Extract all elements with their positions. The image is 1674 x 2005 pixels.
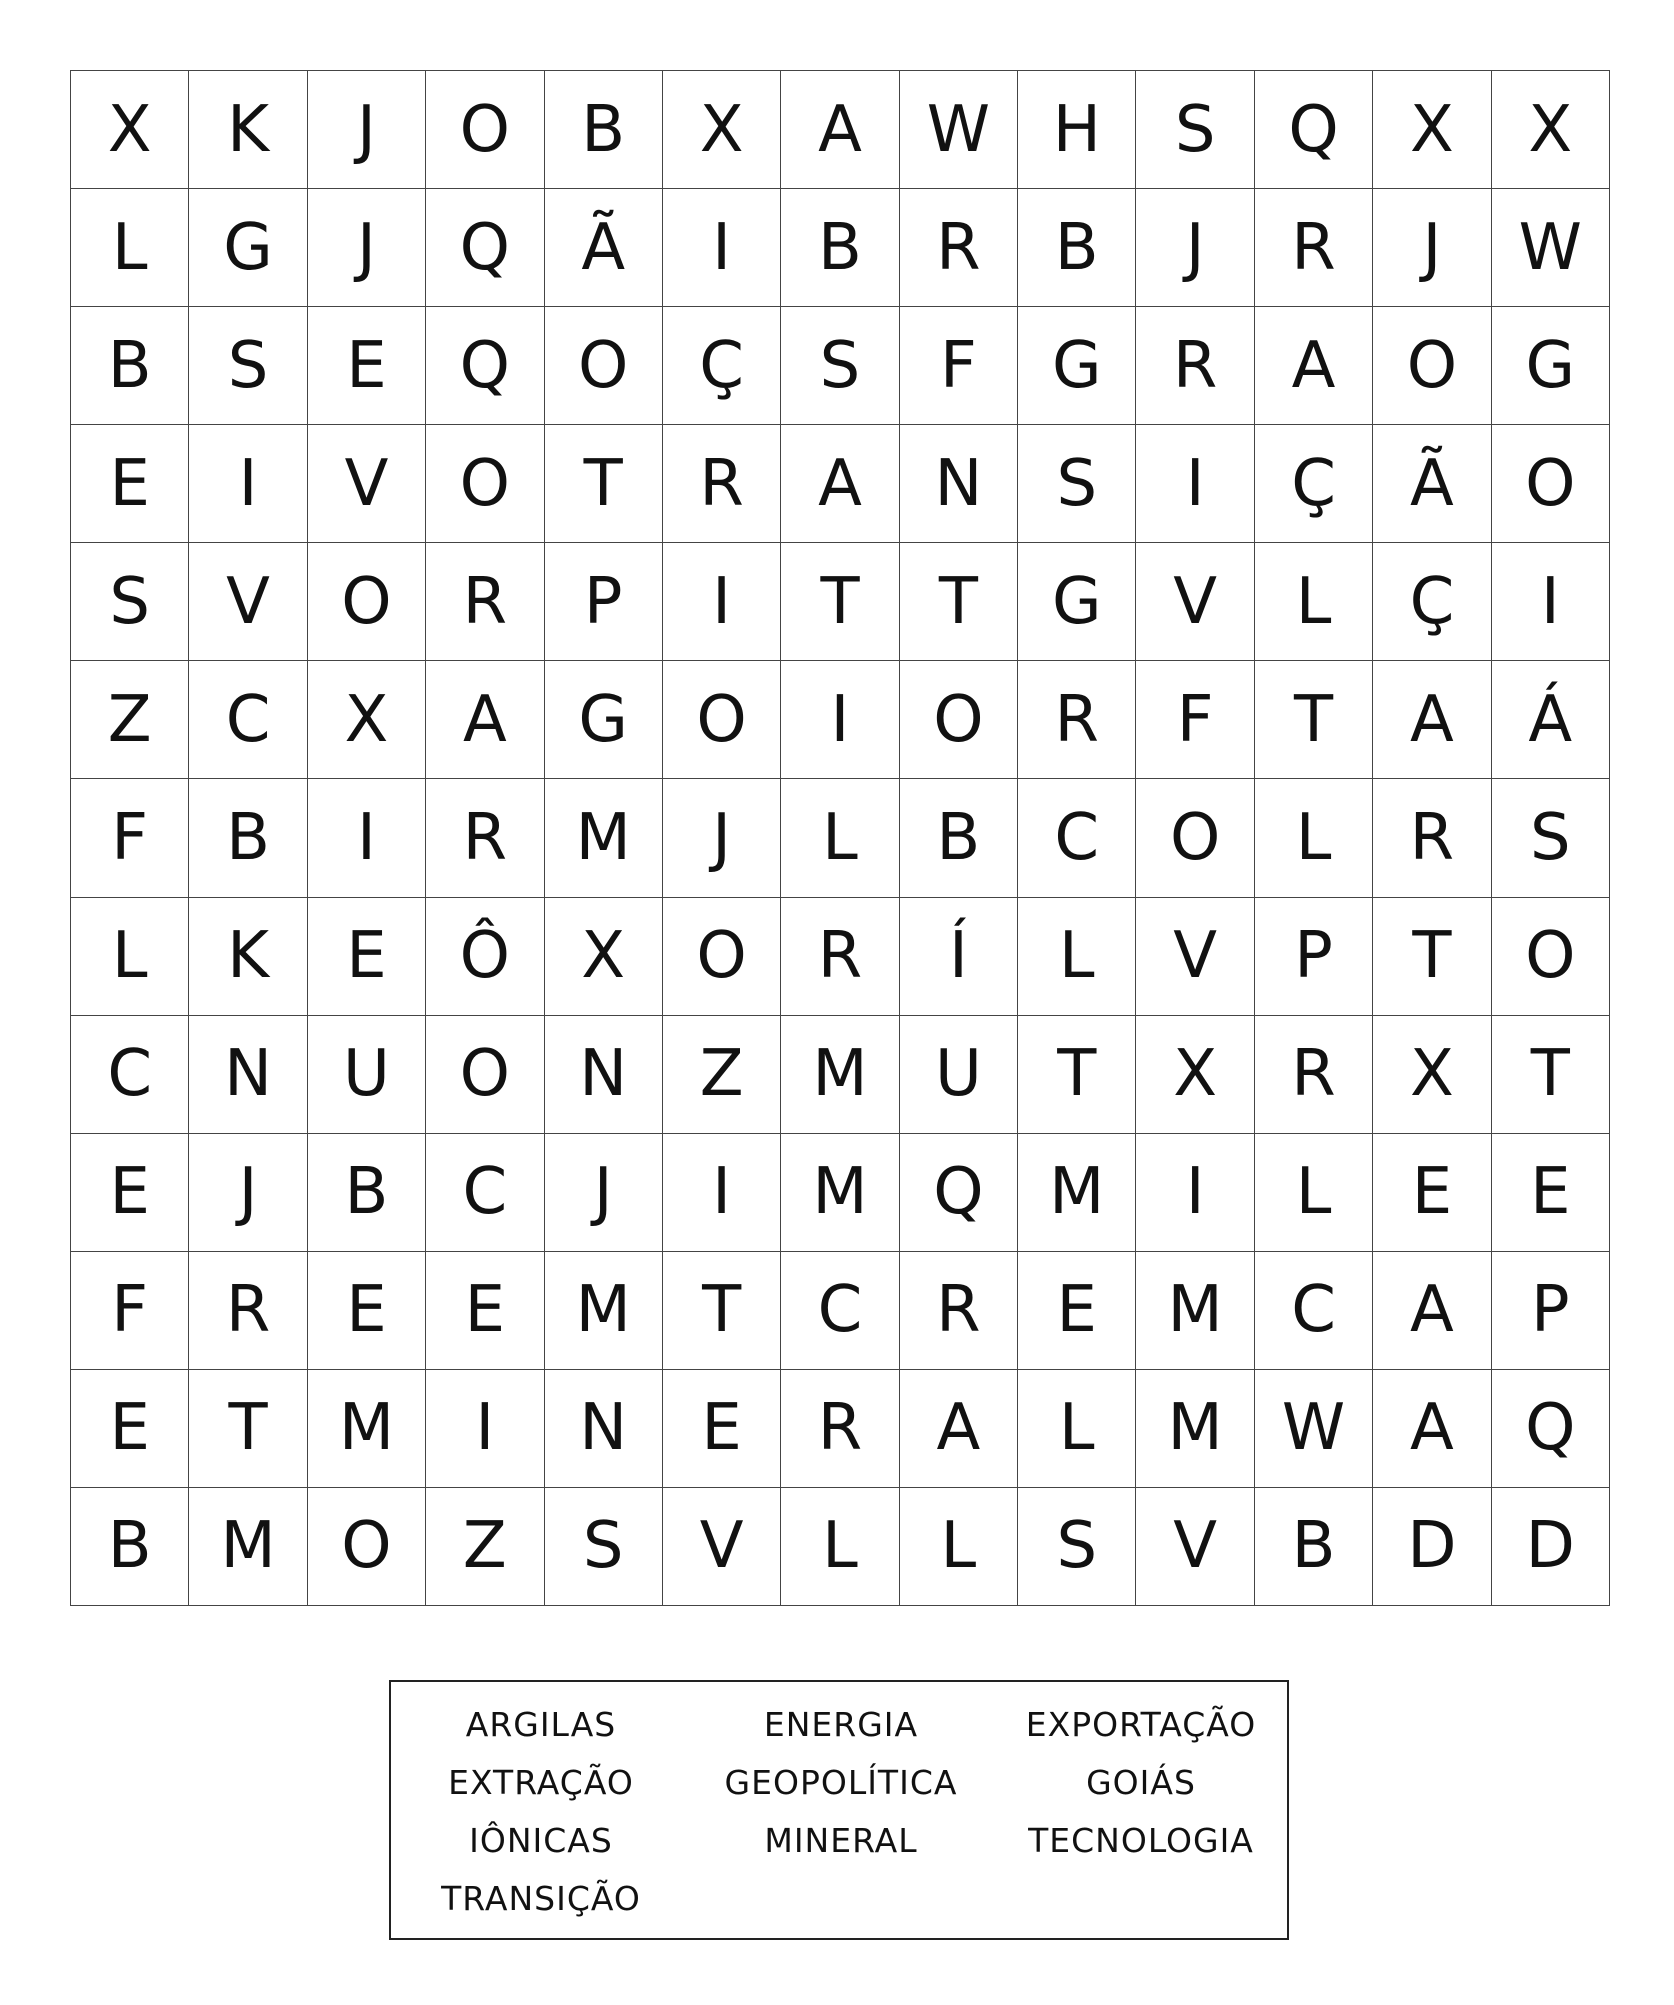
grid-cell[interactable]: S	[781, 307, 899, 425]
grid-cell[interactable]: I	[308, 779, 426, 897]
grid-cell[interactable]: F	[1136, 661, 1254, 779]
grid-cell[interactable]: G	[189, 189, 307, 307]
grid-cell[interactable]: E	[426, 1252, 544, 1370]
grid-cell[interactable]: L	[900, 1488, 1018, 1606]
grid-cell[interactable]: E	[71, 425, 189, 543]
grid-cell[interactable]: I	[663, 189, 781, 307]
grid-cell[interactable]: S	[1018, 1488, 1136, 1606]
grid-cell[interactable]: L	[781, 1488, 899, 1606]
grid-cell[interactable]: M	[781, 1016, 899, 1134]
grid-cell[interactable]: Z	[663, 1016, 781, 1134]
grid-cell[interactable]: P	[1255, 898, 1373, 1016]
grid-cell[interactable]: Ç	[1255, 425, 1373, 543]
grid-cell[interactable]: Ç	[1373, 543, 1491, 661]
grid-cell[interactable]: I	[1492, 543, 1610, 661]
grid-cell[interactable]: J	[308, 189, 426, 307]
grid-cell[interactable]: H	[1018, 71, 1136, 189]
grid-cell[interactable]: J	[1373, 189, 1491, 307]
grid-cell[interactable]: I	[1136, 425, 1254, 543]
grid-cell[interactable]: B	[71, 1488, 189, 1606]
grid-cell[interactable]: R	[426, 779, 544, 897]
grid-cell[interactable]: O	[545, 307, 663, 425]
grid-cell[interactable]: Ô	[426, 898, 544, 1016]
grid-cell[interactable]: T	[663, 1252, 781, 1370]
grid-cell[interactable]: B	[781, 189, 899, 307]
grid-cell[interactable]: Z	[426, 1488, 544, 1606]
grid-cell[interactable]: M	[545, 779, 663, 897]
letter-grid	[70, 70, 1610, 1606]
grid-cell[interactable]: Í	[900, 898, 1018, 1016]
grid-cell[interactable]: G	[1492, 307, 1610, 425]
grid-cell[interactable]: L	[71, 898, 189, 1016]
grid-cell[interactable]: Ã	[1373, 425, 1491, 543]
grid-cell[interactable]: B	[71, 307, 189, 425]
grid-cell[interactable]: R	[189, 1252, 307, 1370]
grid-cell[interactable]: Ã	[545, 189, 663, 307]
grid-cell[interactable]: O	[900, 661, 1018, 779]
grid-cell[interactable]: B	[900, 779, 1018, 897]
grid-cell[interactable]: Q	[900, 1134, 1018, 1252]
grid-cell[interactable]: R	[1255, 1016, 1373, 1134]
grid-cell[interactable]: L	[1255, 1134, 1373, 1252]
grid-cell[interactable]: O	[308, 1488, 426, 1606]
grid-cell[interactable]: A	[900, 1370, 1018, 1488]
grid-cell[interactable]: R	[426, 543, 544, 661]
grid-cell[interactable]: K	[189, 898, 307, 1016]
grid-cell[interactable]: L	[71, 189, 189, 307]
grid-cell[interactable]: U	[900, 1016, 1018, 1134]
word-list-item: EXTRAÇÃO	[448, 1763, 634, 1802]
grid-cell[interactable]: L	[781, 779, 899, 897]
grid-cell[interactable]: V	[308, 425, 426, 543]
grid-cell[interactable]: B	[189, 779, 307, 897]
grid-cell[interactable]: X	[308, 661, 426, 779]
grid-cell[interactable]: X	[545, 898, 663, 1016]
word-list-item: ENERGIA	[763, 1705, 919, 1744]
grid-cell[interactable]: R	[900, 1252, 1018, 1370]
grid-cell[interactable]: L	[1255, 543, 1373, 661]
grid-cell[interactable]: G	[545, 661, 663, 779]
grid-cell[interactable]: O	[663, 898, 781, 1016]
grid-cell[interactable]: B	[308, 1134, 426, 1252]
grid-cell[interactable]: J	[189, 1134, 307, 1252]
grid-cell[interactable]: T	[900, 543, 1018, 661]
grid-cell[interactable]: O	[426, 425, 544, 543]
grid-cell[interactable]: T	[545, 425, 663, 543]
word-list	[389, 1680, 1289, 1940]
grid-cell[interactable]: Q	[1255, 71, 1373, 189]
grid-cell[interactable]: U	[308, 1016, 426, 1134]
grid-cell[interactable]: S	[189, 307, 307, 425]
grid-cell[interactable]: X	[1136, 1016, 1254, 1134]
grid-cell[interactable]: S	[545, 1488, 663, 1606]
word-list-item: GOIÁS	[1086, 1763, 1196, 1802]
grid-cell[interactable]: B	[1018, 189, 1136, 307]
grid-cell[interactable]: C	[781, 1252, 899, 1370]
grid-cell[interactable]: F	[71, 779, 189, 897]
grid-cell[interactable]: Q	[426, 307, 544, 425]
grid-cell[interactable]: I	[189, 425, 307, 543]
grid-cell[interactable]: D	[1373, 1488, 1491, 1606]
grid-cell[interactable]: T	[189, 1370, 307, 1488]
grid-cell[interactable]: A	[1373, 661, 1491, 779]
grid-cell[interactable]: N	[545, 1370, 663, 1488]
grid-cell[interactable]: S	[1018, 425, 1136, 543]
grid-cell[interactable]: Q	[426, 189, 544, 307]
grid-cell[interactable]: W	[900, 71, 1018, 189]
grid-cell[interactable]: M	[1136, 1370, 1254, 1488]
grid-cell[interactable]: E	[1018, 1252, 1136, 1370]
grid-cell[interactable]: E	[1373, 1134, 1491, 1252]
grid-cell[interactable]: M	[781, 1134, 899, 1252]
grid-cell[interactable]: F	[900, 307, 1018, 425]
grid-cell[interactable]: R	[781, 1370, 899, 1488]
grid-cell[interactable]: R	[781, 898, 899, 1016]
grid-cell[interactable]: Q	[1492, 1370, 1610, 1488]
grid-cell[interactable]: M	[189, 1488, 307, 1606]
grid-cell[interactable]: D	[1492, 1488, 1610, 1606]
grid-cell[interactable]: A	[1255, 307, 1373, 425]
grid-cell[interactable]: T	[781, 543, 899, 661]
grid-cell[interactable]: C	[426, 1134, 544, 1252]
grid-cell[interactable]: I	[781, 661, 899, 779]
grid-cell[interactable]: O	[1136, 779, 1254, 897]
grid-cell[interactable]: O	[663, 661, 781, 779]
grid-cell[interactable]: C	[189, 661, 307, 779]
grid-cell[interactable]: O	[308, 543, 426, 661]
grid-cell[interactable]: A	[781, 425, 899, 543]
grid-cell[interactable]: W	[1255, 1370, 1373, 1488]
grid-cell[interactable]: M	[308, 1370, 426, 1488]
grid-cell[interactable]: V	[1136, 543, 1254, 661]
word-list-item: IÔNICAS	[469, 1821, 613, 1860]
grid-cell[interactable]: O	[426, 71, 544, 189]
grid-cell[interactable]: F	[71, 1252, 189, 1370]
grid-cell[interactable]: R	[1136, 307, 1254, 425]
grid-cell[interactable]: C	[1018, 779, 1136, 897]
grid-cell[interactable]: W	[1492, 189, 1610, 307]
grid-cell[interactable]: V	[189, 543, 307, 661]
grid-cell[interactable]: O	[1492, 425, 1610, 543]
word-list-item: ARGILAS	[465, 1705, 617, 1744]
word-list-item: MINERAL	[764, 1821, 918, 1860]
grid-cell[interactable]: E	[1492, 1134, 1610, 1252]
grid-cell[interactable]: X	[1373, 71, 1491, 189]
grid-cell[interactable]: V	[1136, 1488, 1254, 1606]
grid-cell[interactable]: E	[308, 1252, 426, 1370]
grid-cell[interactable]: X	[71, 71, 189, 189]
grid-cell[interactable]: M	[1136, 1252, 1254, 1370]
grid-cell[interactable]: R	[900, 189, 1018, 307]
word-list-item: TECNOLOGIA	[1028, 1821, 1254, 1860]
grid-cell[interactable]: C	[71, 1016, 189, 1134]
grid-cell[interactable]: X	[1492, 71, 1610, 189]
grid-cell[interactable]: G	[1018, 543, 1136, 661]
grid-cell[interactable]: I	[426, 1370, 544, 1488]
grid-cell[interactable]: R	[1255, 189, 1373, 307]
grid-cell[interactable]: T	[1373, 898, 1491, 1016]
grid-cell[interactable]: J	[663, 779, 781, 897]
grid-cell[interactable]: G	[1018, 307, 1136, 425]
grid-cell[interactable]: J	[1136, 189, 1254, 307]
grid-cell[interactable]: R	[1018, 661, 1136, 779]
grid-cell[interactable]: I	[1136, 1134, 1254, 1252]
grid-cell[interactable]: J	[308, 71, 426, 189]
grid-cell[interactable]: T	[1018, 1016, 1136, 1134]
grid-cell[interactable]: C	[1255, 1252, 1373, 1370]
grid-cell[interactable]: Z	[71, 661, 189, 779]
grid-cell[interactable]: M	[1018, 1134, 1136, 1252]
grid-cell[interactable]: L	[1018, 898, 1136, 1016]
grid-cell[interactable]: A	[1373, 1370, 1491, 1488]
grid-cell[interactable]: E	[308, 307, 426, 425]
grid-cell[interactable]: X	[1373, 1016, 1491, 1134]
word-list-item: GEOPOLÍTICA	[724, 1763, 958, 1802]
grid-cell[interactable]: B	[545, 71, 663, 189]
grid-cell[interactable]: N	[900, 425, 1018, 543]
grid-cell[interactable]: E	[71, 1370, 189, 1488]
word-list-item: TRANSIÇÃO	[441, 1879, 641, 1918]
grid-cell[interactable]: N	[545, 1016, 663, 1134]
grid-cell[interactable]: E	[308, 898, 426, 1016]
grid-cell[interactable]: P	[545, 543, 663, 661]
word-list-item: EXPORTAÇÃO	[1025, 1705, 1257, 1744]
grid-cell[interactable]: S	[1492, 779, 1610, 897]
grid-cell[interactable]: R	[1373, 779, 1491, 897]
grid-cell[interactable]: K	[189, 71, 307, 189]
grid-cell[interactable]: E	[663, 1370, 781, 1488]
grid-cell[interactable]: J	[545, 1134, 663, 1252]
grid-cell[interactable]: L	[1018, 1370, 1136, 1488]
grid-cell[interactable]: I	[663, 543, 781, 661]
grid-cell[interactable]: O	[426, 1016, 544, 1134]
grid-cell[interactable]: V	[1136, 898, 1254, 1016]
grid-cell[interactable]: Á	[1492, 661, 1610, 779]
grid-cell[interactable]: A	[1373, 1252, 1491, 1370]
grid-cell[interactable]: E	[71, 1134, 189, 1252]
grid-cell[interactable]: A	[426, 661, 544, 779]
grid-cell[interactable]: I	[663, 1134, 781, 1252]
grid-cell[interactable]: Ç	[663, 307, 781, 425]
grid-cell[interactable]: T	[1492, 1016, 1610, 1134]
grid-cell[interactable]: S	[1136, 71, 1254, 189]
grid-cell[interactable]: T	[1255, 661, 1373, 779]
grid-cell[interactable]: X	[663, 71, 781, 189]
grid-cell[interactable]: R	[663, 425, 781, 543]
grid-cell[interactable]: N	[189, 1016, 307, 1134]
grid-cell[interactable]: L	[1255, 779, 1373, 897]
grid-cell[interactable]: O	[1373, 307, 1491, 425]
grid-cell[interactable]: M	[545, 1252, 663, 1370]
grid-cell[interactable]: A	[781, 71, 899, 189]
grid-cell[interactable]: S	[71, 543, 189, 661]
grid-cell[interactable]: O	[1492, 898, 1610, 1016]
grid-cell[interactable]: V	[663, 1488, 781, 1606]
grid-cell[interactable]: P	[1492, 1252, 1610, 1370]
grid-cell[interactable]: B	[1255, 1488, 1373, 1606]
